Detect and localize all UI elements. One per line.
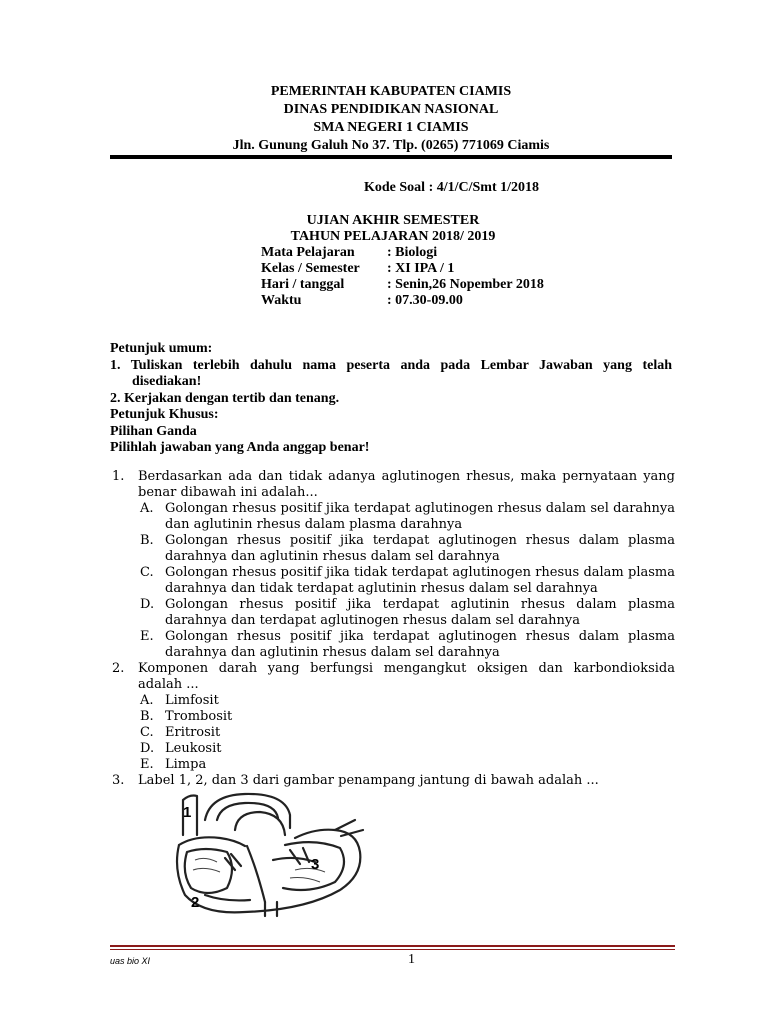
question-number: 2. [112,661,125,676]
figure-label-3: 3 [311,856,320,873]
option-text: Trombosit [165,709,233,724]
header-line-2: DINAS PENDIDIKAN NASIONAL [283,102,499,117]
option-text: Golongan rhesus positif jika terdapat aglutinin rhesus dalam plasma darahnya dan terdapat aglutinogen rhesus dalam sel darahnya [165,597,675,628]
info-label: Mata Pelajaran [261,245,355,260]
footer-label: uas bio XI [110,956,151,966]
option-text: Limpa [165,757,207,772]
figure-label-2: 2 [191,894,200,911]
info-value: : XI IPA / 1 [387,261,455,276]
option-text: Golongan rhesus positif jika tidak terdapat aglutinogen rhesus dalam plasma darahnya dan tidak terdapat aglutinin rhesus dalam sel darahnya [165,565,675,596]
instruction-1: 1. Tuliskan terlebih dahulu nama peserta anda pada Lembar Jawaban yang telah [110,357,672,373]
info-value: : 07.30-09.00 [387,293,463,308]
header-line-4: Jln. Gunung Galuh No 37. Tlp. (0265) 771069 Ciamis [232,138,550,153]
answer-command: Pilihlah jawaban yang Anda anggap benar! [110,440,370,455]
exam-title [262,213,524,245]
option-letter: E. [140,629,154,644]
option-letter: E. [140,757,154,772]
option-text: Golongan rhesus positif jika terdapat aglutinogen rhesus dalam sel darahnya dan aglutinin rhesus dalam plasma darahnya [165,501,675,532]
info-label: Kelas / Semester [261,261,360,276]
footer-divider-thin [110,949,675,950]
option-b [112,709,675,725]
option-e [112,629,675,661]
instructions-special-title: Petunjuk Khusus: [110,407,219,422]
header-line-1: PEMERINTAH KABUPATEN CIAMIS [270,84,512,99]
question-text: Label 1, 2, dan 3 dari gambar penampang jantung di bawah adalah ... [138,773,599,788]
option-letter: B. [140,533,154,548]
info-row-date [261,277,544,293]
footer-divider [110,945,675,947]
option-c [112,565,675,597]
option-b [112,533,675,565]
letterhead [110,83,672,155]
option-text: Leukosit [165,741,222,756]
info-row-class [261,261,544,277]
question-1 [112,469,675,661]
option-letter: A. [140,693,154,708]
option-text: Limfosit [165,693,219,708]
option-d [112,597,675,629]
option-letter: C. [140,725,154,740]
question-number: 3. [112,773,125,788]
question-number: 1. [112,469,125,484]
question-list [112,469,675,789]
option-c [112,725,675,741]
kode-soal: Kode Soal : 4/1/C/Smt 1/2018 [364,180,540,195]
info-row-time [261,293,544,309]
instructions-general-title: Petunjuk umum: [110,341,213,356]
option-letter: A. [140,501,154,516]
header-divider [110,155,672,159]
option-a [112,693,675,709]
header-line-3: SMA NEGERI 1 CIAMIS [313,120,469,135]
info-row-subject [261,245,544,261]
info-label: Waktu [261,293,302,308]
option-text: Eritrosit [165,725,221,740]
instruction-2: 2. Kerjakan dengan tertib dan tenang. [110,390,340,406]
option-letter: C. [140,565,154,580]
option-letter: B. [140,709,154,724]
info-value: : Senin,26 Nopember 2018 [387,277,544,292]
question-2 [112,661,675,773]
option-text: Golongan rhesus positif jika terdapat aglutinogen rhesus dalam plasma darahnya dan aglutinin rhesus dalam sel darahnya [165,629,675,660]
question-text: Komponen darah yang berfungsi mengangkut oksigen dan karbondioksida adalah ... [138,661,675,692]
option-text: Golongan rhesus positif jika terdapat aglutinogen rhesus dalam plasma darahnya dan aglutinin rhesus dalam sel darahnya [165,533,675,564]
exam-info-table [261,245,544,309]
instructions [110,341,672,457]
heart-cross-section-image [165,790,375,920]
page-number: 1 [408,952,415,967]
option-a [112,501,675,533]
question-type: Pilihan Ganda [110,423,197,439]
option-letter: D. [140,741,155,756]
option-letter: D. [140,597,155,612]
info-label: Hari / tanggal [261,277,345,292]
question-3 [112,773,675,789]
instruction-1-cont: disediakan! [132,374,202,389]
info-value: : Biologi [387,245,438,260]
figure-label-1: 1 [183,804,192,821]
option-e [112,757,675,773]
option-d [112,741,675,757]
exam-title-line-2: TAHUN PELAJARAN 2018/ 2019 [290,229,496,244]
question-text: Berdasarkan ada dan tidak adanya aglutinogen rhesus, maka pernyataan yang benar dibawah ini adalah... [138,469,675,500]
exam-title-line-1: UJIAN AKHIR SEMESTER [306,213,480,228]
